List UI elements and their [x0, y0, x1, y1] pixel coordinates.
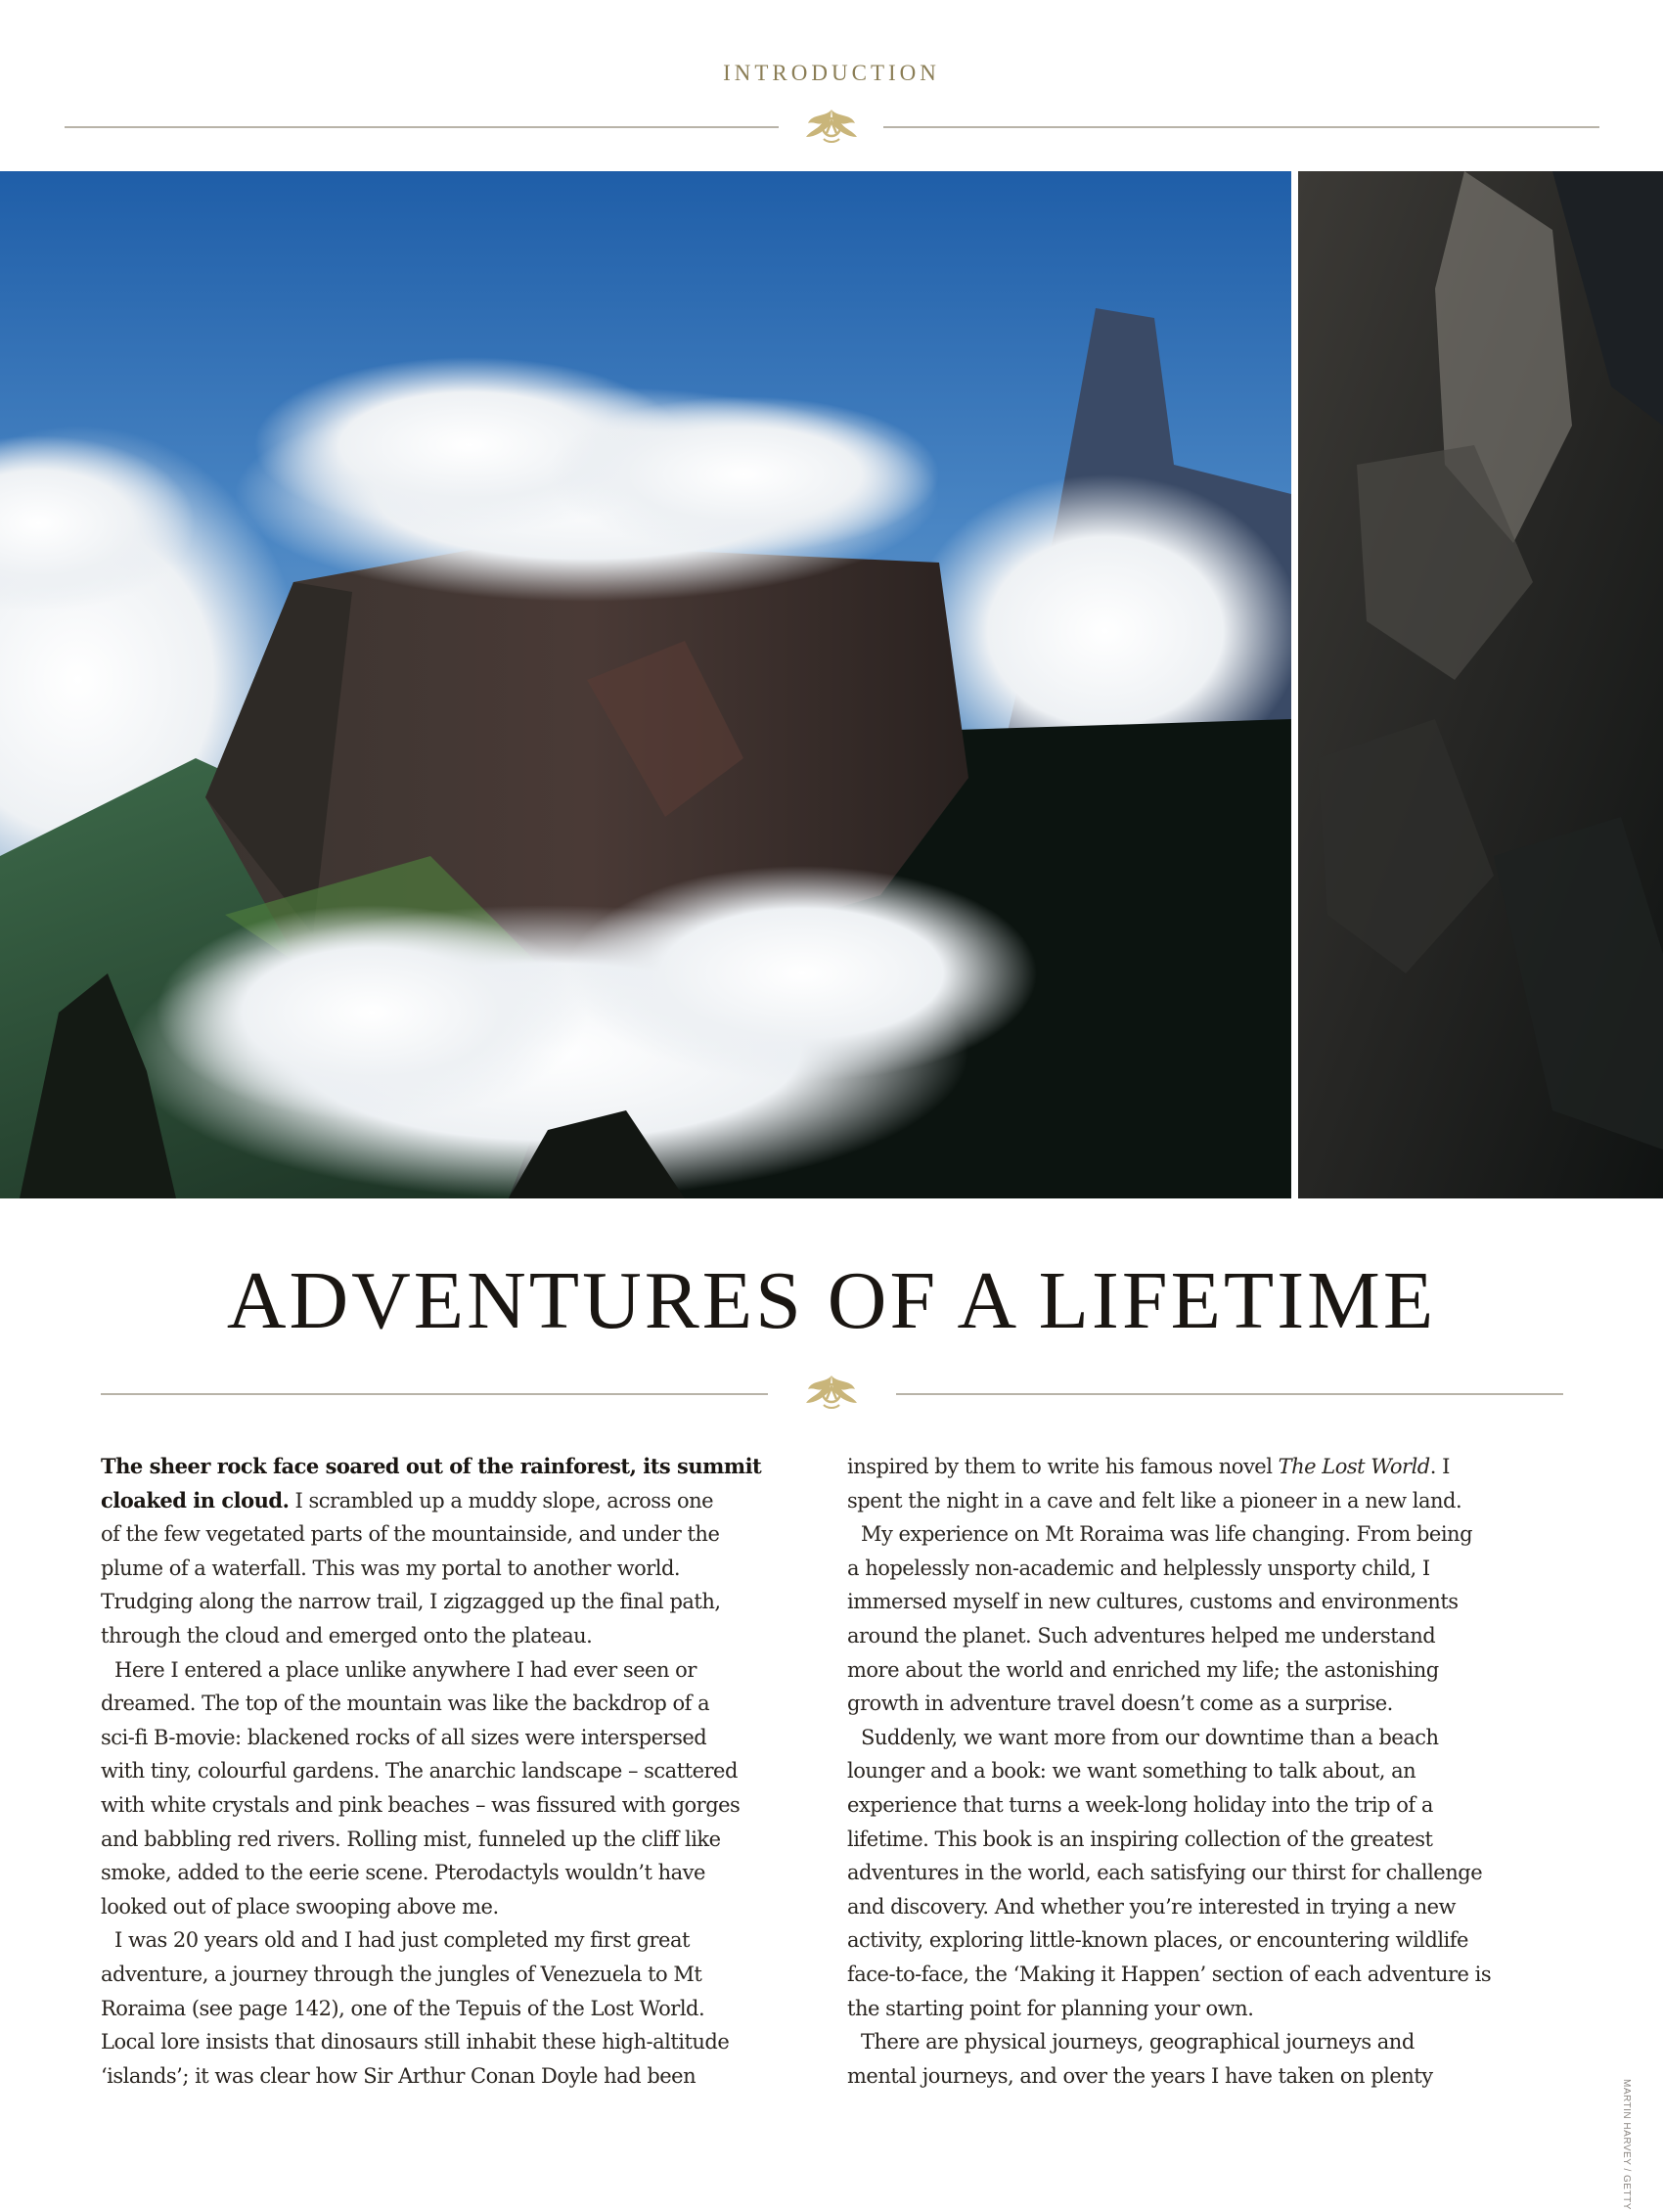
body-line: face-to-face, the ‘Making it Happen’ section of each adventure is — [847, 1962, 1492, 1986]
body-line: growth in adventure travel doesn’t come as a surprise. — [847, 1692, 1393, 1716]
body-line: mental journeys, and over the years I have taken on plenty — [847, 2063, 1433, 2088]
body-line: My experience on Mt Roraima was life changing. From being — [861, 1522, 1473, 1547]
body-line: and discovery. And whether you’re interested in trying a new — [847, 1894, 1457, 1919]
body-line: of the few vegetated parts of the mountainside, and under the — [101, 1522, 720, 1547]
title-rule-left — [101, 1393, 768, 1395]
rock-closeup-photo — [1298, 171, 1663, 1198]
body-line: Suddenly, we want more from our downtime than a beach — [861, 1725, 1439, 1749]
body-line: the starting point for planning your own. — [847, 1996, 1254, 2020]
body-line: experience that turns a week-long holiday into the trip of a — [847, 1792, 1433, 1817]
body-line: I was 20 years old and I had just completed my first great — [114, 1928, 690, 1953]
article-title: ADVENTURES OF A LIFETIME — [226, 1255, 1437, 1346]
body-line: looked out of place swooping above me. — [101, 1894, 499, 1919]
body-line: spent the night in a cave and felt like a pioneer in a new land. — [847, 1488, 1462, 1512]
mountain-photo — [0, 171, 1291, 1198]
body-line: around the planet. Such adventures helped me understand — [847, 1623, 1436, 1648]
body-line: cloaked in cloud. I scrambled up a muddy slope, across one — [101, 1487, 714, 1512]
body-line: a hopelessly non-academic and helplessly unsporty child, I — [847, 1556, 1430, 1580]
body-line: inspired by them to write his famous novel The Lost World. I — [847, 1455, 1450, 1478]
body-line: through the cloud and emerged onto the plateau. — [101, 1623, 593, 1648]
header-rule-right — [883, 126, 1599, 128]
body-line: lounger and a book: we want something to talk about, an — [847, 1759, 1416, 1783]
body-line: smoke, added to the eerie scene. Pterodactyls wouldn’t have — [101, 1861, 705, 1885]
body-line: ‘islands’; it was clear how Sir Arthur Conan Doyle had been — [101, 2063, 697, 2088]
body-line: adventure, a journey through the jungles of Venezuela to Mt — [101, 1962, 702, 1986]
body-line: immersed myself in new cultures, customs and environments — [847, 1590, 1459, 1614]
body-column-right — [847, 1450, 1571, 2093]
lead-line: The sheer rock face soared out of the rainforest, its summit — [101, 1454, 762, 1478]
body-line: Local lore insists that dinosaurs still inhabit these high-altitude — [101, 2030, 730, 2054]
body-line: activity, exploring little-known places, or encountering wildlife — [847, 1928, 1468, 1953]
section-label: INTRODUCTION — [723, 61, 940, 85]
body-line: and babbling red rivers. Rolling mist, funneled up the cliff like — [101, 1827, 721, 1851]
body-line: with white crystals and pink beaches – was fissured with gorges — [101, 1792, 741, 1817]
body-line: Here I entered a place unlike anywhere I had ever seen or — [114, 1657, 697, 1682]
body-line: adventures in the world, each satisfying our thirst for challenge — [847, 1861, 1483, 1885]
body-line: There are physical journeys, geographical journeys and — [861, 2030, 1415, 2054]
body-line: dreamed. The top of the mountain was like the backdrop of a — [101, 1692, 710, 1716]
body-column-left — [101, 1450, 825, 2093]
body-line: more about the world and enriched my life; the astonishing — [847, 1657, 1439, 1682]
body-line: plume of a waterfall. This was my portal to another world. — [101, 1556, 681, 1580]
body-line: lifetime. This book is an inspiring collection of the greatest — [847, 1827, 1433, 1851]
fleuron-monogram-icon — [802, 1370, 861, 1413]
body-line: Roraima (see page 142), one of the Tepuis of the Lost World. — [101, 1996, 705, 2020]
header-rule-left — [65, 126, 779, 128]
fleuron-monogram-icon — [802, 104, 861, 147]
body-line: Trudging along the narrow trail, I zigzagged up the final path, — [101, 1590, 721, 1614]
title-rule-right — [896, 1393, 1563, 1395]
body-line: with tiny, colourful gardens. The anarchic landscape – scattered — [101, 1759, 738, 1783]
photo-credit: MARTIN HARVEY / GETTY — [1621, 2079, 1632, 2210]
body-line: sci-fi B-movie: blackened rocks of all sizes were interspersed — [101, 1725, 707, 1749]
